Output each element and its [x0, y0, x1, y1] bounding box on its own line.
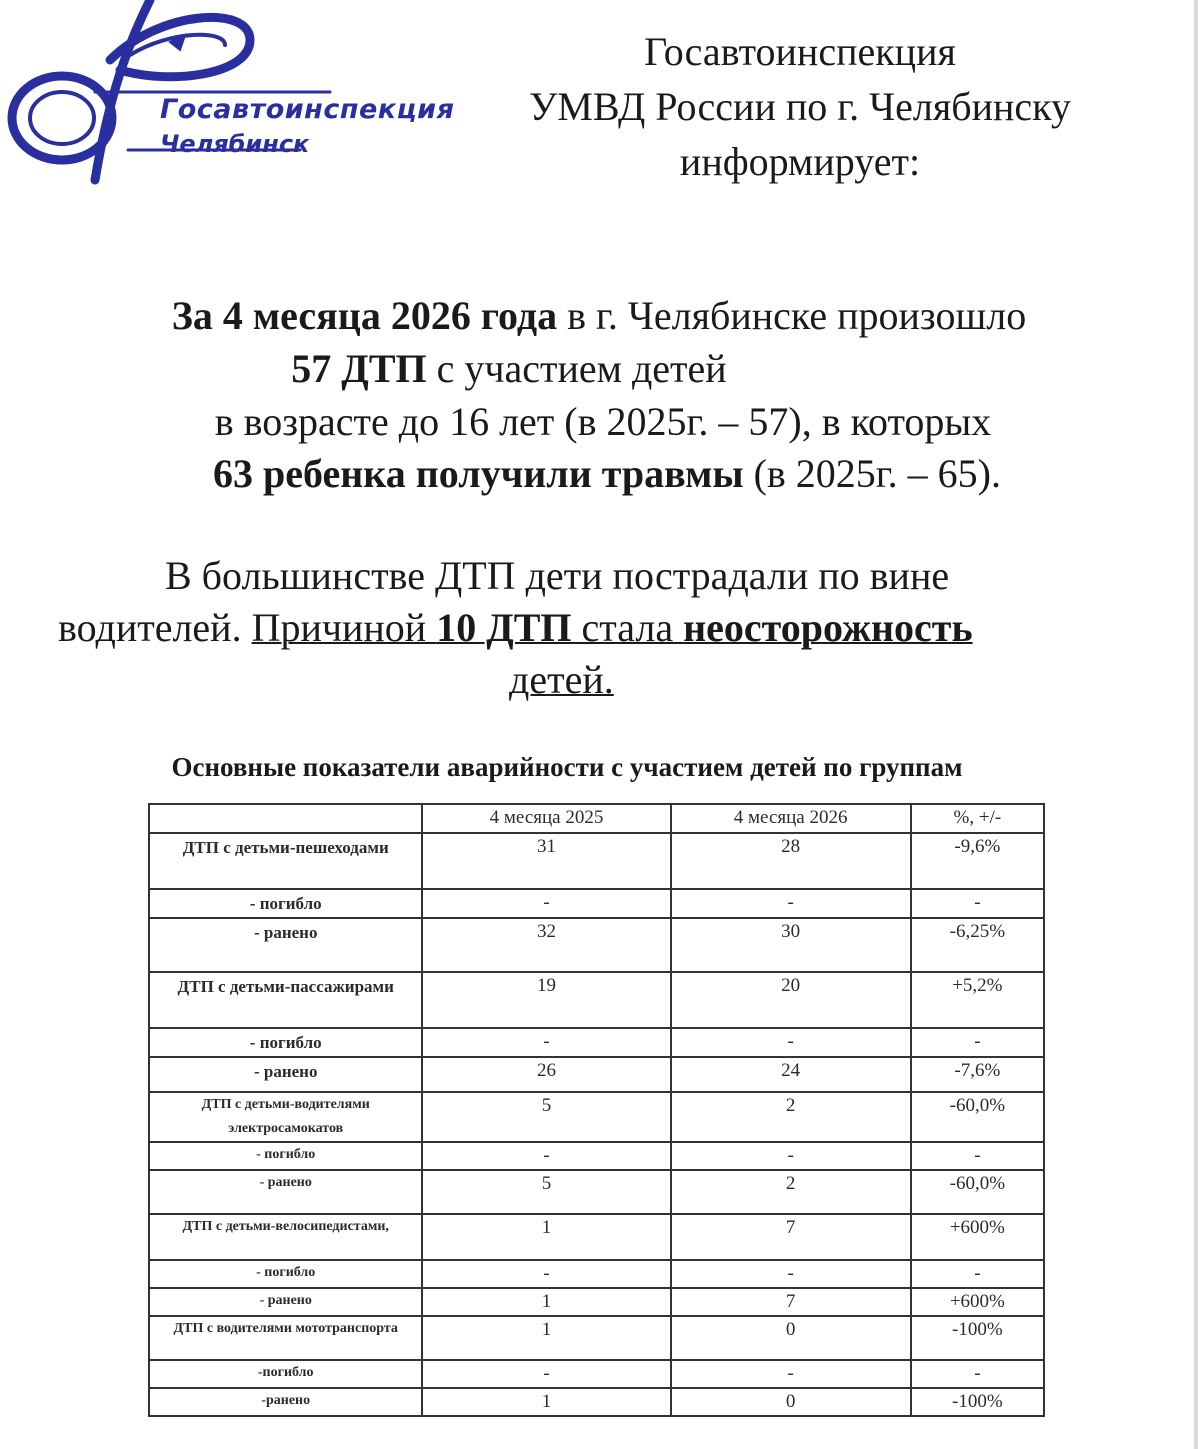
value-2026: 28: [671, 833, 911, 889]
value-2025: -: [422, 1142, 670, 1170]
value-pct: -9,6%: [911, 833, 1044, 889]
value-2025: 1: [422, 1388, 670, 1416]
value-2025: 19: [422, 972, 670, 1028]
value-2025: 1: [422, 1214, 670, 1260]
value-2026: -: [671, 1260, 911, 1288]
value-pct: -60,0%: [911, 1170, 1044, 1214]
value-2025: -: [422, 1360, 670, 1388]
table-row: [149, 1388, 1044, 1416]
row-label: - погибло: [149, 1260, 422, 1288]
para2-line1: В большинстве ДТП дети пострадали по вине: [165, 553, 950, 598]
table-row: [149, 1142, 1044, 1170]
value-pct: -60,0%: [911, 1092, 1044, 1142]
value-2025: 1: [422, 1288, 670, 1316]
para2-line2-e: неосторожность: [683, 605, 973, 650]
lead-line3: [4, 398, 1198, 445]
para2-cause: [252, 605, 973, 650]
lead-line2-rest: с участием детей: [426, 346, 727, 391]
value-pct: -100%: [911, 1388, 1044, 1416]
table-row: [149, 833, 1044, 889]
value-2026: 0: [671, 1316, 911, 1360]
table-row: [149, 1092, 1044, 1142]
table-header-cell: [149, 804, 422, 833]
lead-line1: [0, 292, 1198, 339]
table-header-cell: %, +/-: [911, 804, 1044, 833]
lead-line2-bold: 57 ДТП: [291, 346, 427, 391]
header-line3: информирует:: [679, 139, 921, 184]
para2-line2-b: Причиной: [251, 605, 437, 650]
lead-line3-a: в возрасте до 16 лет (в 2025г. – 57): [214, 399, 802, 444]
row-label: - ранено: [149, 1170, 422, 1214]
row-label: -ранено: [149, 1388, 422, 1416]
value-pct: -: [911, 1142, 1044, 1170]
table-row: [149, 1360, 1044, 1388]
value-pct: +5,2%: [911, 972, 1044, 1028]
row-label: ДТП с детьми-велосипедистами,: [149, 1214, 422, 1260]
table-row: [149, 1057, 1044, 1092]
row-label: - погибло: [149, 1028, 422, 1057]
value-2026: 20: [671, 972, 911, 1028]
lead-line4-rest: (в 2025г. – 65).: [743, 451, 1001, 496]
value-2026: 0: [671, 1388, 911, 1416]
row-label: - ранено: [149, 1288, 422, 1316]
value-pct: +600%: [911, 1288, 1044, 1316]
value-2026: 24: [671, 1057, 911, 1092]
value-2026: -: [671, 889, 911, 918]
row-label: - ранено: [149, 1057, 422, 1092]
table-row: [149, 1028, 1044, 1057]
value-2025: 1: [422, 1316, 670, 1360]
value-2026: -: [671, 1142, 911, 1170]
header-line1: Госавтоинспекция: [644, 29, 956, 74]
logo-text-line1: Госавтоинспекция: [160, 94, 455, 125]
value-2025: -: [422, 1028, 670, 1057]
table-header-cell: 4 месяца 2026: [671, 804, 911, 833]
row-label: ДТП с водителями мототранспорта: [149, 1316, 422, 1360]
value-2026: -: [671, 1028, 911, 1057]
row-label: - погибло: [149, 1142, 422, 1170]
value-pct: -: [911, 1260, 1044, 1288]
value-pct: -: [911, 1360, 1044, 1388]
row-label: ДТП с детьми-пешеходами: [149, 833, 422, 889]
value-pct: -: [911, 1028, 1044, 1057]
table-row: [149, 1316, 1044, 1360]
logo: [0, 0, 455, 200]
lead-line4-bold: 63 ребенка получили травмы: [213, 451, 744, 496]
value-2026: 7: [671, 1214, 911, 1260]
table-title: Основные показатели аварийности с участием детей по группам: [171, 752, 963, 782]
para2-line2-c: 10 ДТП: [436, 605, 572, 650]
table-header-row: [149, 804, 1044, 833]
value-2025: 5: [422, 1170, 670, 1214]
value-2025: 5: [422, 1092, 670, 1142]
lead-line2: [0, 345, 1108, 392]
value-2026: 2: [671, 1170, 911, 1214]
lead-line4: [8, 450, 1198, 497]
lead-line1-rest: в г. Челябинске произошло: [557, 293, 1027, 338]
row-label: - ранено: [149, 918, 422, 972]
value-pct: -100%: [911, 1316, 1044, 1360]
value-pct: +600%: [911, 1214, 1044, 1260]
row-label: - погибло: [149, 889, 422, 918]
stats-table: [148, 803, 1045, 1417]
value-2025: -: [422, 889, 670, 918]
value-2026: -: [671, 1360, 911, 1388]
table-row: [149, 1260, 1044, 1288]
value-2026: 30: [671, 918, 911, 972]
logo-text-line2: Челябинск: [160, 130, 310, 158]
row-label: -погибло: [149, 1360, 422, 1388]
value-2026: 2: [671, 1092, 911, 1142]
lead-line3-b: , в которых: [801, 399, 992, 444]
table-row: [149, 972, 1044, 1028]
value-2025: -: [422, 1260, 670, 1288]
para2-line2-a: водителей.: [58, 605, 252, 650]
para2-line3: детей.: [509, 657, 614, 702]
value-2025: 26: [422, 1057, 670, 1092]
value-2026: 7: [671, 1288, 911, 1316]
row-label: ДТП с детьми-пассажирами: [149, 972, 422, 1028]
table-row: [149, 1214, 1044, 1260]
value-pct: -7,6%: [911, 1057, 1044, 1092]
header: [440, 24, 1160, 189]
value-2025: 31: [422, 833, 670, 889]
table-row: [149, 1170, 1044, 1214]
table-row: [149, 918, 1044, 972]
row-label: ДТП с детьми-водителями электросамокатов: [149, 1092, 422, 1142]
table-row: [149, 889, 1044, 918]
table-header-cell: 4 месяца 2025: [422, 804, 670, 833]
para2-line2-d: стала: [571, 605, 684, 650]
table-row: [149, 1288, 1044, 1316]
value-pct: -6,25%: [911, 918, 1044, 972]
value-2025: 32: [422, 918, 670, 972]
header-line2: УМВД России по г. Челябинску: [528, 84, 1072, 129]
page-edge: [1194, 0, 1198, 1449]
para2-line2: [58, 604, 973, 651]
lead-line1-bold: За 4 месяца 2026 года: [171, 293, 558, 338]
value-pct: -: [911, 889, 1044, 918]
